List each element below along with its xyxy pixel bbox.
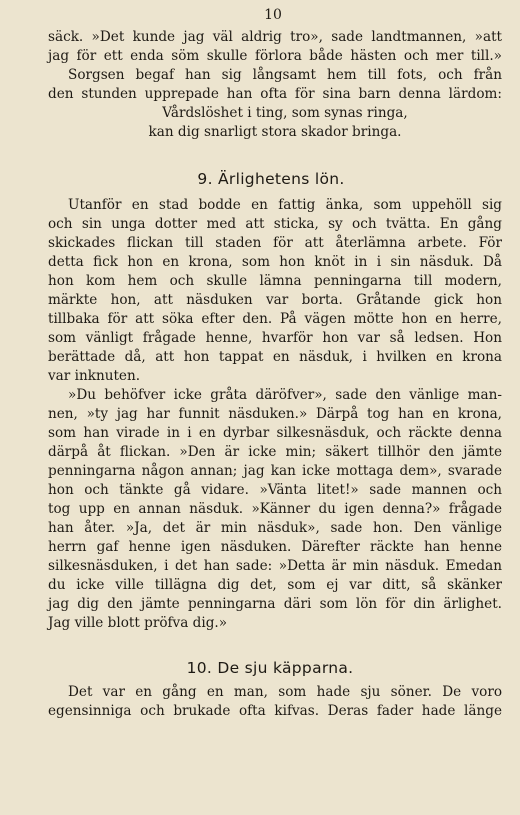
text-line: Det var en gång en man, som hade sju söner. De voro bbox=[68, 684, 502, 700]
text-line: detta fick hon en krona, som hon knöt in i sin näsduk. Då bbox=[48, 254, 502, 270]
text-line: hon och tänkte gå vidare. »Vänta litet!» sade mannen och bbox=[48, 482, 502, 498]
section-9-paragraph-2 bbox=[48, 386, 502, 633]
section-heading-9: 9. Ärlighetens lön. bbox=[197, 170, 345, 188]
text-line: han åter. »Ja, det är min näsduk», sade hon. Den vänlige bbox=[48, 520, 502, 536]
section-9-paragraph-1 bbox=[48, 196, 502, 386]
text-line: Utanför en stad bodde en fattig änka, som uppehöll sig bbox=[68, 197, 502, 213]
text-line: skickades flickan till staden för att återlämna arbete. För bbox=[48, 235, 502, 251]
verse bbox=[48, 104, 502, 142]
verse-line: Vårdslöshet i ting, som synas ringa, bbox=[162, 105, 408, 121]
text-line: den stunden upprepade han ofta för sina barn denna lärdom: bbox=[48, 86, 502, 102]
text-line: och sin unga dotter med att sticka, sy och tvätta. En gång bbox=[48, 216, 502, 232]
text-line: nen, »ty jag har funnit näsduken.» Därpå tog han en krona, bbox=[48, 406, 502, 422]
text-line: egensinniga och brukade ofta kifvas. Deras fader hade länge bbox=[48, 703, 502, 719]
top-paragraph bbox=[48, 28, 502, 104]
text-line: tillbaka för att söka efter den. På vägen mötte hon en herre, bbox=[48, 311, 502, 327]
text-line: »Du behöfver icke gråta däröfver», sade den vänlige man- bbox=[68, 387, 502, 403]
text-line: jag för ett enda söm skulle förlora både hästen och mer till.» bbox=[48, 48, 502, 64]
text-line: Sorgsen begaf han sig långsamt hem till fots, och från bbox=[68, 67, 502, 83]
text-line: penningarna någon annan; jag kan icke mottaga dem», svarade bbox=[48, 463, 502, 479]
text-line: som vänligt frågade henne, hvarför hon var så ledsen. Hon bbox=[48, 330, 502, 346]
text-line: silkesnäsduken, i det han sade: »Detta är min näsduk. Emedan bbox=[48, 558, 502, 574]
text-line: märkte hon, att näsduken var borta. Gråtande gick hon bbox=[48, 292, 502, 308]
section-10-paragraph-1 bbox=[48, 683, 502, 721]
page-number: 10 bbox=[264, 7, 282, 23]
text-line: tog upp en annan näsduk. »Känner du igen denna?» frågade bbox=[48, 501, 502, 517]
text-line: berättade då, att hon tappat en näsduk, i hvilken en krona bbox=[48, 349, 502, 365]
text-line: hon kom hem och skulle lämna penningarna till modern, bbox=[48, 273, 502, 289]
text-line: därpå åt flickan. »Den är icke min; säkert tillhör den jämte bbox=[48, 444, 502, 460]
verse-line: kan dig snarligt stora skador bringa. bbox=[148, 124, 402, 140]
text-line: herrn gaf henne igen näsduken. Därefter räckte han henne bbox=[48, 539, 502, 555]
text-line: du icke ville tillägna dig det, som ej var ditt, så skänker bbox=[48, 577, 502, 593]
text-line: säck. »Det kunde jag väl aldrig tro», sade landtmannen, »att bbox=[48, 29, 502, 45]
text-line: jag dig den jämte penningarna däri som lön för din ärlighet. bbox=[48, 596, 502, 612]
text-line: Jag ville blott pröfva dig.» bbox=[48, 615, 228, 631]
text-line: var inknuten. bbox=[48, 368, 141, 384]
section-heading-10: 10. De sju käpparna. bbox=[186, 659, 354, 677]
text-line: som han virade in i en dyrbar silkesnäsduk, och räckte denna bbox=[48, 425, 502, 441]
